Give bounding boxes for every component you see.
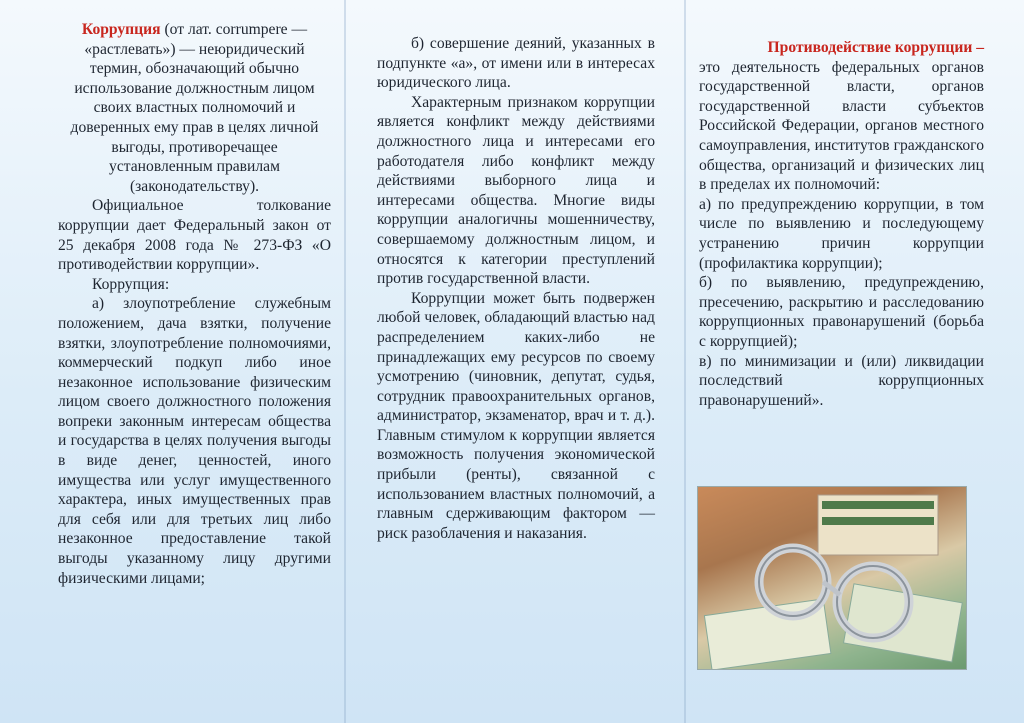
handcuffs-photo bbox=[697, 486, 967, 670]
counteraction-item-a: а) по предупреждению коррупции, в том числе по выявлению и последующему устранению причин коррупции (профилактика коррупции); bbox=[699, 195, 984, 272]
counteraction-item-b: б) по выявлению, предупреждению, пресечению, раскрытию и расследованию коррупционных правонарушений (борьба с коррупцией); bbox=[699, 274, 984, 350]
item-b-paragraph: б) совершение деяний, указанных в подпункте «а», от имени или в интересах юридического лица. bbox=[377, 35, 655, 92]
corruption-label: Коррупция: bbox=[92, 275, 170, 293]
item-a-paragraph: а) злоупотребление служебным положением, дача взятки, получение взятки, злоупотребление полномочиями, коммерческий подкуп либо иное незаконное использование физическим лицом своего должностного положения вопреки законным интересам общества и государства в целях получения выгоды в виде денег, ценностей, иного имущества или услуг имущественного характера, иных имущественных прав для себя или для третьих лиц либо незаконное предоставление такой выгоды указанному лицу другими физическими лицами; bbox=[58, 295, 331, 587]
susceptible-paragraph: Коррупции может быть подвержен любой человек, обладающий властью над распределением каких-либо не принадлежащих ему ресурсов по своему усмотрению (чиновник, депутат, судья, сотрудник правоохранительных органов, администратор, экзаменатор, врач и т. д.). Главным стимулом к коррупции является возможность получения экономической прибыли (ренты), связанной с использованием властных полномочий, а главным сдерживающим фактором — риск разоблачения и наказания. bbox=[377, 289, 655, 542]
definition-term: Коррупция bbox=[81, 21, 161, 38]
panel-middle bbox=[345, 0, 685, 723]
characteristic-paragraph: Характерным признаком коррупции является конфликт между действиями должностного лица и интересами его работодателя либо конфликт между действиями выборного лица и интересами общества. Многие виды коррупции аналогичны мошенничеству, совершаемому должностным лицом, и относятся к категории преступлений против государственной власти. bbox=[377, 93, 655, 288]
counteraction-intro: это деятельность федеральных органов государственной власти, органов государственной власти субъектов Российской Федерации, органов местного самоуправления, институтов гражданского общества, организаций и физических лиц в пределах их полномочий: bbox=[699, 58, 984, 194]
counteraction-title: Противодействие коррупции – bbox=[767, 39, 984, 56]
counteraction-item-c: в) по минимизации и (или) ликвидации последствий коррупционных правонарушений». bbox=[699, 352, 984, 409]
definition-paragraph bbox=[58, 20, 331, 196]
official-interpretation: Официальное толкование коррупции дает Федеральный закон от 25 декабря 2008 года № 273-ФЗ «О противодействии коррупции». bbox=[58, 197, 331, 274]
handcuffs-icon bbox=[698, 487, 966, 669]
panel-left bbox=[0, 0, 345, 723]
definition-text: (от лат. corrumpere — «растлевать») — неюридический термин, обозначающий обычно использование должностным лицом своих властных полномочий и доверенных ему прав в целях личной выгоды, противоречащее установленным правилам (законодательству). bbox=[70, 21, 319, 195]
